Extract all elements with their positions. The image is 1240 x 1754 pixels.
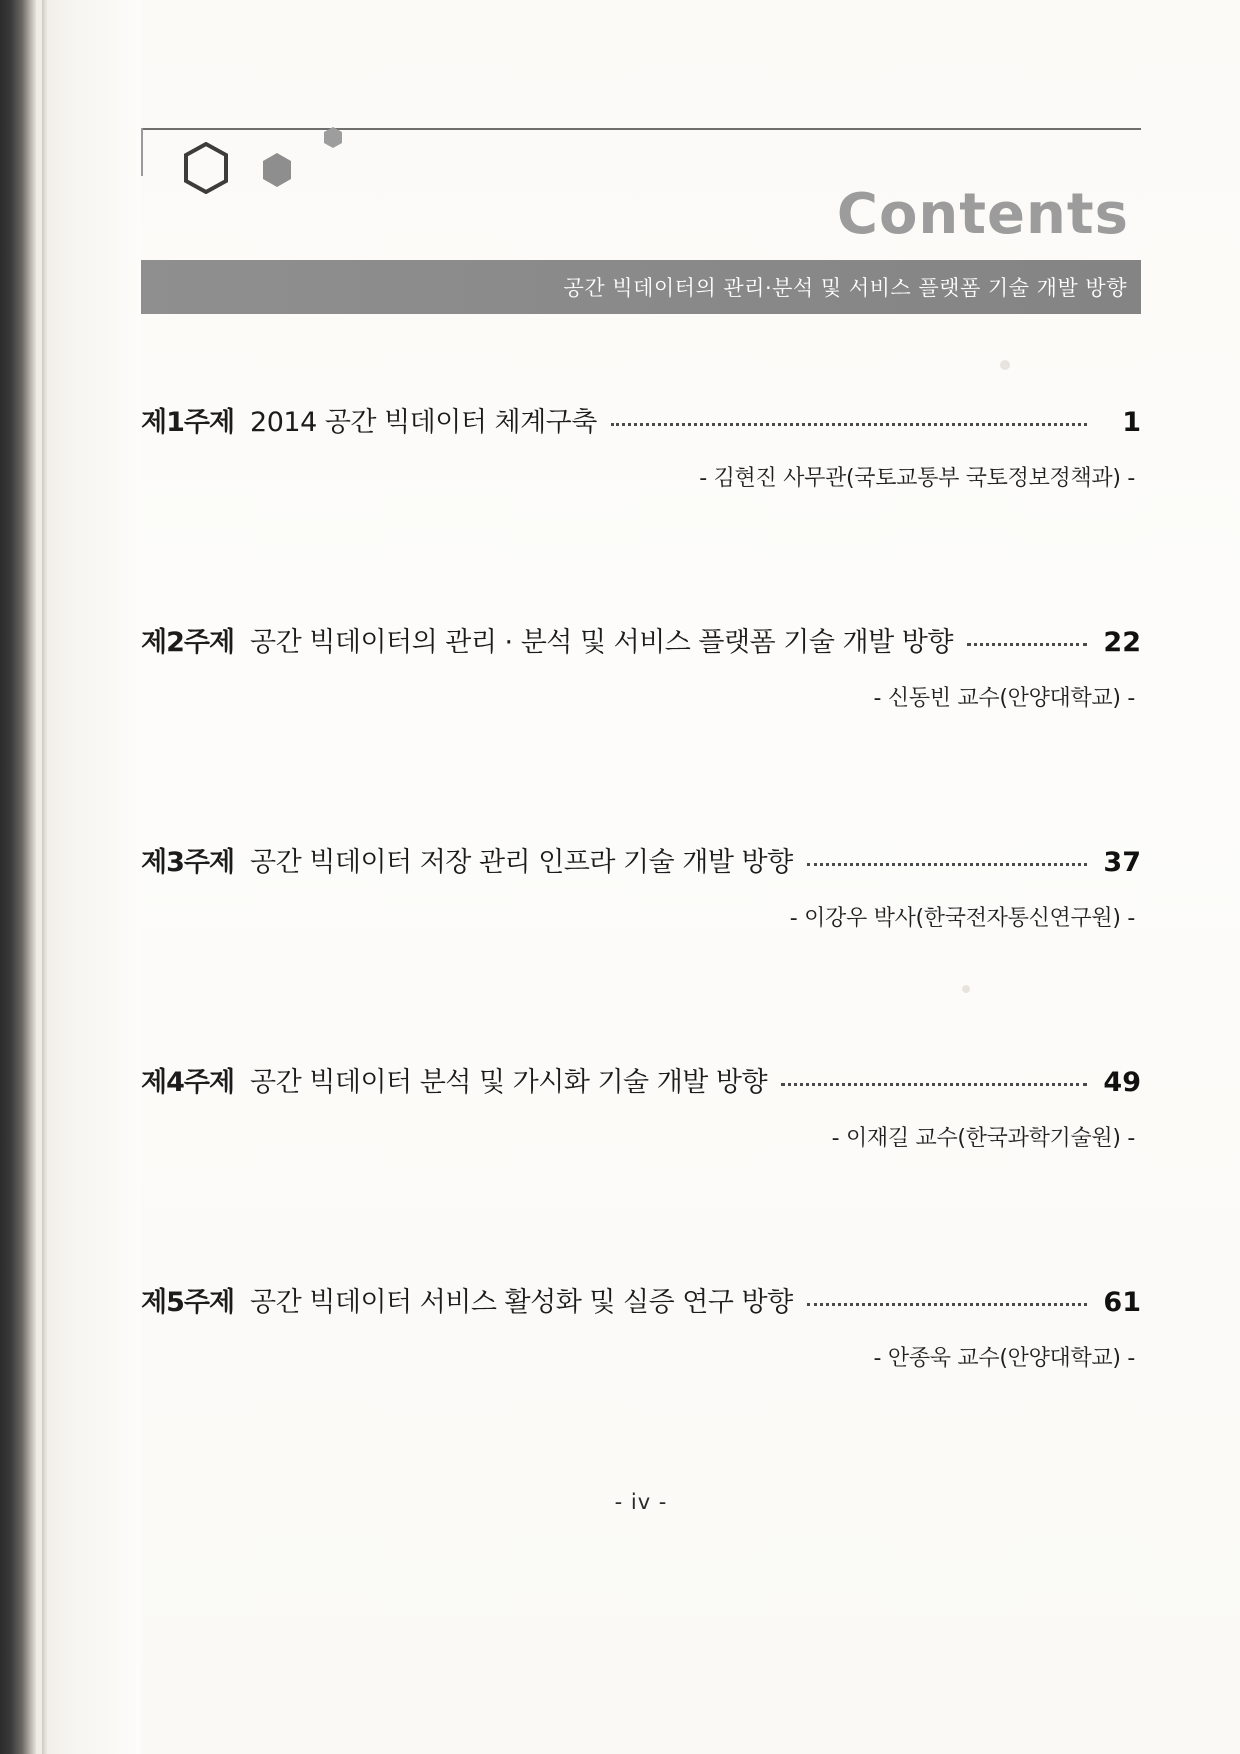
toc-entry[interactable] (141, 620, 1141, 712)
toc-entry-title: 2014 공간 빅데이터 체계구축 (250, 407, 597, 438)
toc-entry-author: - 안종욱 교수(안양대학교) - (873, 1346, 1135, 1371)
toc-leader-dots (807, 862, 1087, 866)
toc-entry-page: 1 (1122, 407, 1141, 438)
toc-entry[interactable] (141, 840, 1141, 932)
toc-leader-dots (781, 1082, 1087, 1086)
toc-entry-line (141, 620, 1141, 659)
scan-binding-edge (0, 0, 36, 1754)
toc-entry-page: 37 (1103, 847, 1141, 878)
toc-entry-title: 공간 빅데이터 분석 및 가시화 기술 개발 방향 (250, 1067, 768, 1098)
toc-entry-line (141, 1060, 1141, 1099)
toc-leader-dots (807, 1302, 1087, 1306)
page-title: Contents (836, 182, 1129, 247)
toc-entry-title: 공간 빅데이터 서비스 활성화 및 실증 연구 방향 (250, 1287, 793, 1318)
scan-curl-line (42, 0, 48, 1754)
toc-entry-author: - 김현진 사무관(국토교통부 국토정보정책과) - (699, 466, 1135, 491)
section-title-bar (141, 260, 1141, 314)
scan-speckle (1000, 360, 1010, 370)
toc-entry[interactable] (141, 1060, 1141, 1152)
toc-entry-line (141, 400, 1141, 439)
toc-entry-title: 공간 빅데이터의 관리 · 분석 및 서비스 플랫폼 기술 개발 방향 (250, 627, 953, 658)
scan-page-curl (36, 0, 141, 1754)
toc-entry-page: 61 (1103, 1287, 1141, 1318)
toc-entry-page: 22 (1103, 627, 1141, 658)
toc-entry[interactable] (141, 400, 1141, 492)
toc-entry-title: 공간 빅데이터 저장 관리 인프라 기술 개발 방향 (250, 847, 793, 878)
section-title-text: 공간 빅데이터의 관리·분석 및 서비스 플랫폼 기술 개발 방향 (563, 276, 1127, 300)
toc-leader-dots (611, 422, 1087, 426)
header-decoration (141, 120, 391, 200)
toc-leader-dots (967, 642, 1087, 646)
page-folio: - iv - (614, 1490, 668, 1514)
toc-entry-number: 제4주제 (141, 1067, 235, 1098)
toc-entry-number: 제1주제 (141, 407, 235, 438)
toc-entry[interactable] (141, 1280, 1141, 1372)
toc-entry-number: 제5주제 (141, 1287, 235, 1318)
toc-entry-author: - 이강우 박사(한국전자통신연구원) - (789, 906, 1135, 931)
table-of-contents (141, 400, 1141, 1500)
toc-entry-page: 49 (1103, 1067, 1141, 1098)
hexagon-filled-icon (261, 152, 293, 188)
toc-entry-author: - 이재길 교수(한국과학기술원) - (831, 1126, 1135, 1151)
toc-entry-author: - 신동빈 교수(안양대학교) - (873, 686, 1135, 711)
hexagon-outline-icon (183, 142, 229, 194)
toc-entry-number: 제2주제 (141, 627, 235, 658)
toc-entry-number: 제3주제 (141, 847, 235, 878)
page-header (141, 120, 1141, 320)
toc-entry-line (141, 1280, 1141, 1319)
toc-entry-line (141, 840, 1141, 879)
hexagon-small-icon (323, 126, 343, 149)
